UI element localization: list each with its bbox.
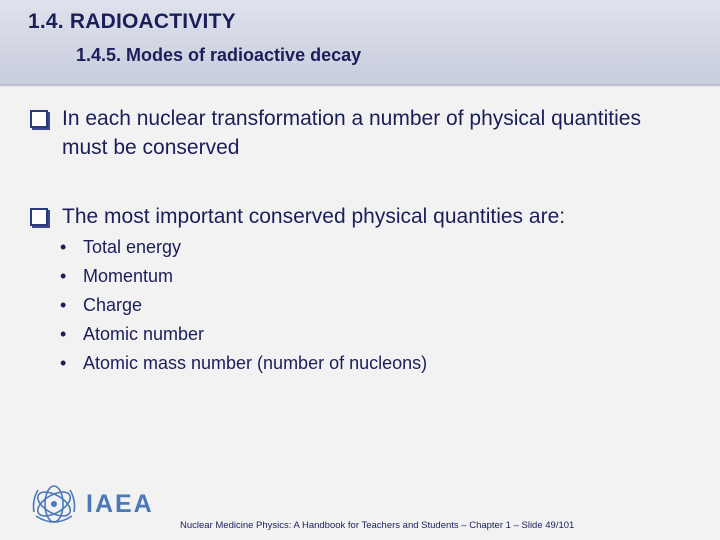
list-item-label: Atomic number	[83, 324, 205, 344]
header-divider	[0, 84, 720, 87]
bullet-text: In each nuclear transformation a number of physical quantities must be conserved	[62, 107, 641, 159]
iaea-brand: IAEA	[86, 490, 154, 518]
slide-title: 1.4. RADIOACTIVITY	[28, 10, 236, 33]
list-item	[60, 291, 427, 320]
slide-subtitle: 1.4.5. Modes of radioactive decay	[76, 45, 362, 65]
checkbox-bullet-icon	[30, 110, 48, 128]
list-item-label: Charge	[83, 295, 143, 315]
bullet-dot-icon: •	[60, 324, 67, 344]
list-item	[60, 233, 427, 262]
iaea-logo-icon	[28, 482, 80, 528]
list-item	[60, 320, 427, 349]
bullet-quantities	[30, 202, 690, 231]
list-item-label: Momentum	[83, 266, 174, 286]
bullet-dot-icon: •	[60, 266, 67, 286]
list-item	[60, 262, 427, 291]
checkbox-bullet-icon	[30, 208, 48, 226]
bullet-dot-icon: •	[60, 295, 67, 315]
slide-footer-citation: Nuclear Medicine Physics: A Handbook for Teachers and Students – Chapter 1 – Slide 49/101	[180, 520, 575, 531]
bullet-dot-icon: •	[60, 237, 67, 257]
bullet-dot-icon: •	[60, 353, 67, 373]
conserved-quantities-list	[60, 233, 427, 378]
list-item-label: Atomic mass number (number of nucleons)	[83, 353, 428, 373]
list-item	[60, 349, 427, 378]
slide-header	[0, 0, 720, 84]
bullet-conservation	[30, 104, 690, 162]
list-item-label: Total energy	[83, 237, 182, 257]
bullet-text: The most important conserved physical quantities are:	[62, 205, 566, 228]
